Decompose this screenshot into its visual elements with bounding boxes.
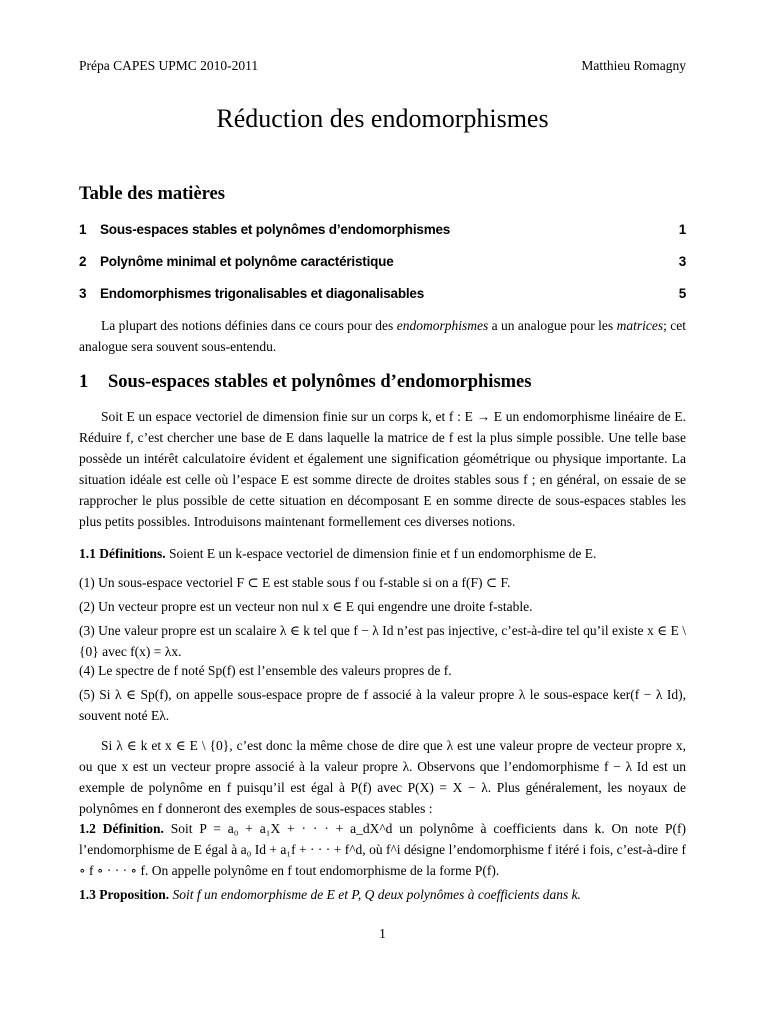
section-title: Sous-espaces stables et polynômes d’endomorphismes: [108, 372, 532, 392]
toc-entry-label: Sous-espaces stables et polynômes d’endomorphismes: [100, 222, 451, 237]
toc-entry-number: 1: [79, 222, 87, 237]
intro-text: ; cet analogue sera souvent sous-entendu.: [79, 318, 686, 354]
intro-emphasis: endomorphismes: [396, 318, 489, 333]
definition-text: Soient E un k-espace vectoriel de dimension finie et f un endomorphisme de E.: [165, 546, 597, 561]
definition-label: 1.2 Définition.: [79, 821, 164, 836]
section-paragraph: Soit E un espace vectoriel de dimension finie sur un corps k, et f : E → E un endomorphisme linéaire de E. Réduire f, c’est chercher une base de E dans laquelle la matrice de f est la plus simple possible. Une telle base possède un intérêt calculatoire évident et également une signification géométrique ou physique importante. La situation idéale est celle où l’espace E est somme directe de droites stables sous f ; en général, on essaie de se rapprocher le plus possible de cette situation en décomposant E en somme directe de sous-espaces stables les plus petits possibles. Introduisons maintenant formellement ces diverses notions.: [79, 409, 686, 529]
intro-paragraph: [79, 315, 686, 357]
toc-entry-number: 2: [79, 254, 87, 269]
intro-text: a un analogue pour les: [488, 318, 617, 333]
toc-entry-page: 5: [678, 286, 686, 301]
definition-heading: [79, 543, 686, 564]
intro-emphasis: matrices: [616, 318, 664, 333]
definition-item: (5) Si λ ∈ Sp(f), on appelle sous-espace propre de f associé à la valeur propre λ le sous-espace ker(f − λ Id), souvent noté Eλ.: [79, 687, 686, 723]
definition-item: (3) Une valeur propre est un scalaire λ ∈ k tel que f − λ Id n’est pas injective, c’est-à-dire tel qu’il existe x ∈ E \ {0} avec f(x) = λx.: [79, 623, 686, 659]
header-course: Prépa CAPES UPMC 2010-2011: [79, 58, 259, 73]
definition-item: (4) Le spectre de f noté Sp(f) est l’ensemble des valeurs propres de f.: [79, 663, 452, 678]
definition-label: 1.1 Définitions.: [79, 546, 166, 561]
toc-entry-label: Polynôme minimal et polynôme caractéristique: [100, 254, 394, 269]
definition-block: [79, 818, 686, 881]
definition-item: (1) Un sous-espace vectoriel F ⊂ E est stable sous f ou f-stable si on a f(F) ⊂ F.: [79, 575, 511, 590]
toc-entry-page: 3: [678, 254, 686, 269]
page-number: 1: [379, 926, 386, 941]
section-number: 1: [79, 372, 89, 392]
definition-text: Soit P = a₀ + a₁X + · · · + a_dX^d un polynôme à coefficients dans k. On note P(f) l’endomorphisme de E égal à a₀ Id + a₁f + · · · + f^d, où f^i désigne l’endomorphisme f itéré i fois, c’est-à-dire f ∘ f ∘ · · · ∘ f. On appelle polynôme en f tout endomorphisme de la forme P(f).: [79, 821, 686, 878]
proposition-text: Soit f un endomorphisme de E et P, Q deux polynômes à coefficients dans k.: [169, 887, 581, 902]
toc-heading: Table des matières: [79, 184, 225, 204]
proposition-block: [79, 884, 686, 905]
toc-entry-page: 1: [678, 222, 686, 237]
intro-text: La plupart des notions définies dans ce cours pour des: [101, 318, 397, 333]
proposition-label: 1.3 Proposition.: [79, 887, 170, 902]
document-page: [79, 0, 686, 1024]
toc-entry-number: 3: [79, 286, 87, 301]
body-paragraph: Si λ ∈ k et x ∈ E \ {0}, c’est donc la même chose de dire que λ est une valeur propre de vecteur propre x, ou que x est un vecteur propre associé à la valeur propre λ. Observons que l’endomorphisme f − λ Id est un exemple de polynôme en f puisqu’il est égal à P(f) avec P(X) = X − λ. Plus généralement, les noyaux de polynômes en f donneront des exemples de sous-espaces stables :: [79, 738, 686, 816]
section-heading: [79, 372, 531, 393]
definition-item: (2) Un vecteur propre est un vecteur non nul x ∈ E qui engendre une droite f-stable.: [79, 599, 533, 614]
document-title: Réduction des endomorphismes: [216, 104, 549, 133]
toc-entry-label: Endomorphismes trigonalisables et diagonalisables: [100, 286, 425, 301]
header-author: Matthieu Romagny: [581, 58, 686, 73]
